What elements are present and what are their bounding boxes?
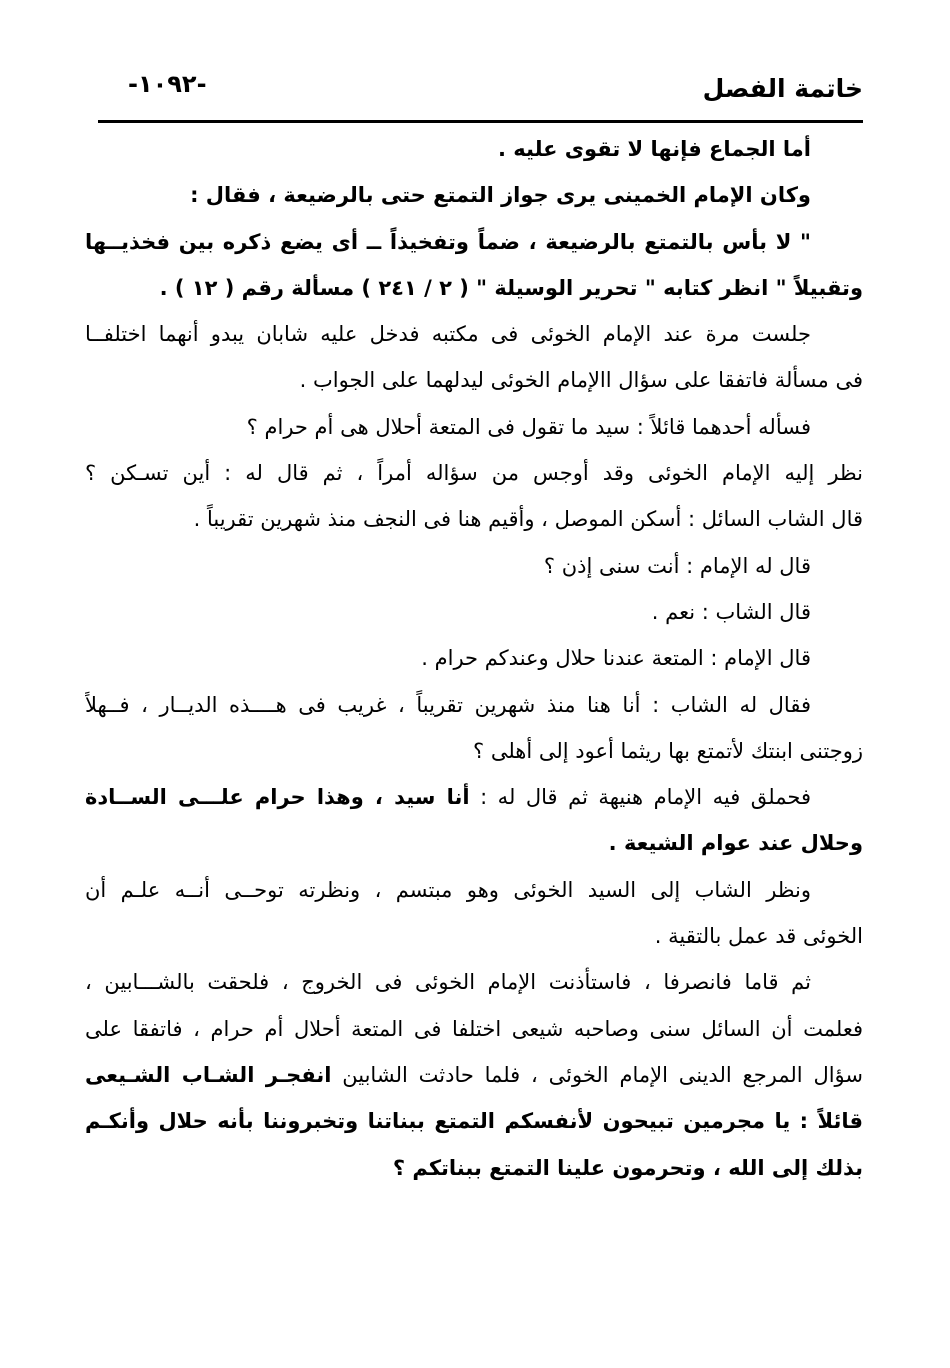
- text-line: قال الشاب السائل : أسكن الموصل ، وأقيم هنا فى النجف منذ شهرين تقريباً .: [193, 507, 863, 532]
- text-line: وحلال عند عوام الشيعة .: [608, 831, 863, 856]
- text-line: قال الشاب : نعم .: [651, 599, 811, 624]
- text-line: ثم قاما فانصرفا ، فاستأذنت الإمام الخوئى فى الخروج ، فلحقت بالشـــابين ،: [85, 970, 811, 995]
- page-number: -١٠٩٢-: [128, 70, 207, 98]
- text-line: نظر إليه الإمام الخوئى وقد أوجس من سؤاله أمراً ، ثم قال له : أين تسـكن ؟: [85, 461, 863, 486]
- text-line: جلست مرة عند الإمام الخوئى فى مكتبه فدخل عليه شابان يبدو أنهما اختلفــا: [85, 322, 811, 347]
- text-line: فعلمت أن السائل سنى وصاحبه شيعى اختلفا فى المتعة أحلال أم حرام ، فاتفقا على: [85, 1016, 863, 1041]
- text-line: بذلك إلى الله ، وتحرمون علينا التمتع ببناتكم ؟: [392, 1155, 863, 1180]
- text-line: زوجتنى ابنتك لأتمتع بها ريثما أعود إلى أهلى ؟: [473, 738, 863, 763]
- text-line: قال الإمام : المتعة عندنا حلال وعندكم حرام .: [421, 646, 811, 671]
- text-line: فقال له الشاب : أنا هنا منذ شهرين تقريباً ، غريب فى هــــذه الديــار ، فــهلاً: [85, 692, 811, 717]
- text-line: أما الجماع فإنها لا تقوى عليه .: [497, 137, 811, 161]
- text-line: [85, 774, 863, 820]
- text-normal-segment: سؤال المرجع الدينى الإمام الخوئى ، فلما حادثت الشابين: [331, 1062, 863, 1087]
- text-line: ونظر الشاب إلى السيد الخوئى وهو مبتسم ، ونظرته توحــى أنــه علـم أن: [85, 877, 811, 902]
- text-line: وكان الإمام الخمينى يرى جواز التمتع حتى بالرضيعة ، فقال :: [190, 183, 811, 208]
- text-line: وتقبيلاً " انظر كتابه " تحرير الوسيلة " ( ٢ / ٢٤١ ) مسألة رقم ( ١٢ ) .: [159, 275, 863, 300]
- header-divider: [98, 120, 863, 123]
- page-body: [85, 126, 863, 1191]
- text-line: " لا بأس بالتمتع بالرضيعة ، ضماً وتفخيذاً ــ أى يضع ذكره بين فخذيــها: [85, 229, 811, 254]
- text-bold-segment: أنا سيد ، وهذا حرام علـــى الســادة: [85, 785, 470, 810]
- text-line: قال له الإمام : أنت سنى إذن ؟: [543, 553, 811, 578]
- text-line: فى مسألة فاتفقا على سؤال االإمام الخوئى ليدلهما على الجواب .: [299, 368, 863, 393]
- chapter-title: خاتمة الفصل: [702, 74, 863, 103]
- page-header: [98, 64, 863, 114]
- text-normal-segment: فحملق فيه الإمام هنيهة ثم قال له :: [469, 785, 811, 810]
- text-line: فسأله أحدهما قائلاً : سيد ما تقول فى المتعة أحلال هى أم حرام ؟: [246, 414, 811, 439]
- text-line: قائلاً : يا مجرمين تبيحون لأنفسكم التمتع ببناتنا وتخبروننا بأنه حلال وأنكـم: [85, 1109, 863, 1134]
- text-line: [85, 1052, 863, 1098]
- text-bold-segment: انفجـر الشـاب الشـيعى: [85, 1062, 332, 1087]
- text-line: الخوئى قد عمل بالتقية .: [654, 924, 863, 949]
